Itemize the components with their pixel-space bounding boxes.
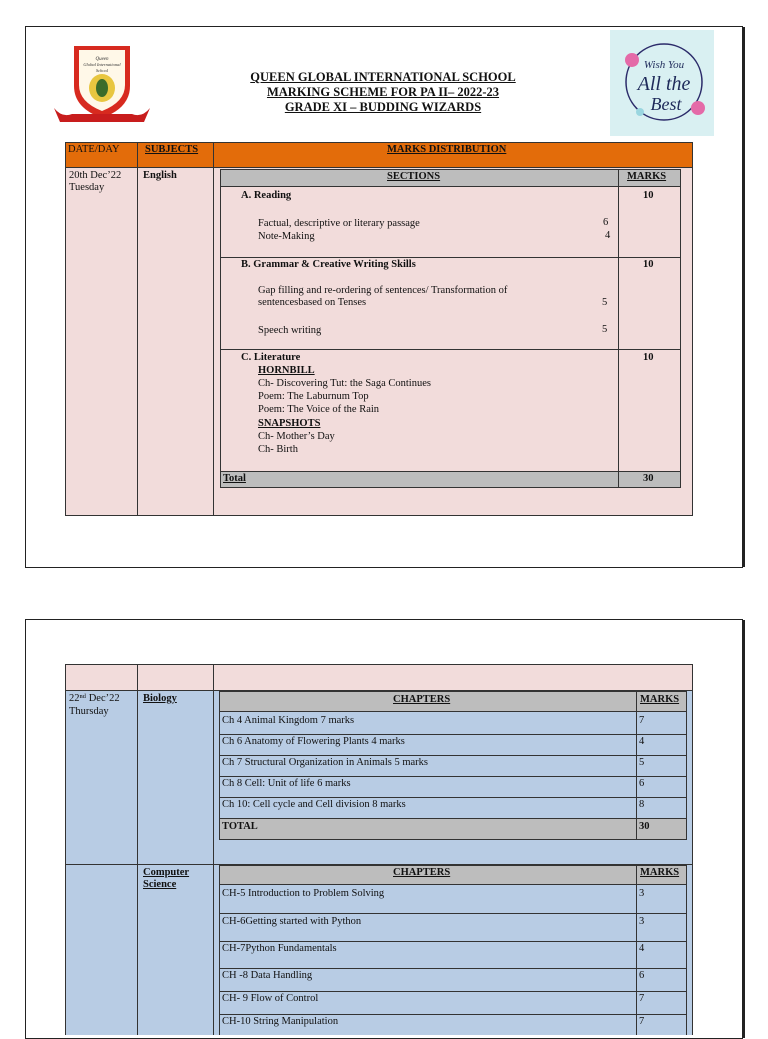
biology-total-value: 30 — [639, 821, 650, 832]
logo-text-3: School — [95, 68, 109, 73]
english-subject: English — [143, 170, 177, 181]
snapshots-item-1: Ch- Mother’s Day — [258, 431, 335, 442]
cs-row-5-chapter: CH- 9 Flow of Control — [222, 993, 319, 1004]
biology-chapters-header: CHAPTERS — [393, 694, 451, 705]
biology-row-2-chapter: Ch 6 Anatomy of Flowering Plants 4 marks — [222, 736, 405, 747]
section-b-marks: 10 — [643, 259, 654, 270]
cs-row-1-marks: 3 — [639, 888, 645, 899]
school-name: QUEEN GLOBAL INTERNATIONAL SCHOOL — [250, 70, 516, 84]
wish-text-2: All the — [637, 73, 691, 95]
cs-row-3-marks: 4 — [639, 943, 645, 954]
biology-day: Thursday — [69, 706, 109, 717]
section-a-item-2: Note-Making — [258, 231, 315, 242]
header-marks-distribution: MARKS DISTRIBUTION — [387, 144, 507, 155]
section-b-title: B. Grammar & Creative Writing Skills — [241, 259, 416, 270]
cs-row-4-marks: 6 — [639, 970, 645, 981]
biology-date: 22ⁿᵈ Dec’22 — [69, 693, 120, 704]
wish-text-3: Best — [650, 94, 682, 114]
biology-marks-header: MARKS — [640, 694, 680, 705]
table2-empty-row — [65, 664, 693, 691]
biology-total-row — [220, 819, 686, 839]
total-row — [220, 471, 681, 488]
school-logo — [52, 38, 152, 124]
total-value: 30 — [643, 473, 654, 484]
cs-row-6-chapter: CH-10 String Manipulation — [222, 1016, 339, 1027]
sections-header: SECTIONS — [387, 171, 441, 182]
cs-subject-line-1: Computer — [143, 867, 190, 878]
biology-row-3-chapter: Ch 7 Structural Organization in Animals 5 marks — [222, 757, 428, 768]
header-subjects: SUBJECTS — [145, 144, 199, 155]
english-date: 20th Dec’22 — [69, 170, 122, 181]
cs-row-3-chapter: CH-7Python Fundamentals — [222, 943, 337, 954]
hornbill-item-1: Ch- Discovering Tut: the Saga Continues — [258, 378, 431, 389]
cs-row-1-chapter: CH-5 Introduction to Problem Solving — [222, 888, 385, 899]
sections-header-row — [220, 169, 681, 187]
cs-row-2-marks: 3 — [639, 916, 645, 927]
biology-total-label: TOTAL — [222, 821, 258, 832]
wish-text-1: Wish You — [643, 59, 685, 71]
cs-marks-header: MARKS — [640, 867, 680, 878]
section-a-title: A. Reading — [241, 190, 292, 201]
hornbill-item-3: Poem: The Voice of the Rain — [258, 404, 380, 415]
section-c-title: C. Literature — [241, 352, 301, 363]
cs-row-4-chapter: CH -8 Data Handling — [222, 970, 313, 981]
biology-subject: Biology — [143, 693, 177, 704]
cs-header-row — [219, 865, 687, 885]
section-b-item-2: Speech writing — [258, 325, 322, 336]
biology-row-2-marks: 4 — [639, 736, 645, 747]
total-label: Total — [223, 473, 246, 484]
cs-row-6-marks: 7 — [639, 1016, 645, 1027]
wish-you-all-the-best-image — [610, 30, 714, 136]
section-a-item-2-value: 4 — [605, 230, 611, 241]
snapshots-item-2: Ch- Birth — [258, 444, 298, 455]
biology-row-4-marks: 6 — [639, 778, 645, 789]
biology-row-4-chapter: Ch 8 Cell: Unit of life 6 marks — [222, 778, 351, 789]
header-date-day: DATE/DAY — [68, 144, 120, 155]
cs-row-5-marks: 7 — [639, 993, 645, 1004]
section-b-item-1-line-1: Gap filling and re-ordering of sentences/ Transformation of — [258, 285, 508, 296]
english-day: Tuesday — [69, 182, 105, 193]
section-a-item-1: Factual, descriptive or literary passage — [258, 218, 420, 229]
biology-row-1-chapter: Ch 4 Animal Kingdom 7 marks — [222, 715, 355, 726]
logo-text-1: Queen — [95, 57, 109, 62]
cs-subject-line-2: Science — [143, 879, 177, 890]
biology-row-5-marks: 8 — [639, 799, 645, 810]
logo-text-2: Global International — [83, 62, 121, 67]
biology-row-5-chapter: Ch 10: Cell cycle and Cell division 8 marks — [222, 799, 406, 810]
document-title — [180, 70, 586, 115]
section-a-marks: 10 — [643, 190, 654, 201]
section-b-item-2-value: 5 — [602, 324, 608, 335]
cs-chapters-table — [219, 885, 687, 1035]
biology-row-1-marks: 7 — [639, 715, 645, 726]
section-b-item-1-line-2: sentencesbased on Tenses — [258, 297, 367, 308]
grade-title: GRADE XI – BUDDING WIZARDS — [284, 100, 482, 114]
hornbill-label: HORNBILL — [258, 365, 315, 376]
cs-row-2-chapter: CH-6Getting started with Python — [222, 916, 362, 927]
biology-header-row — [219, 691, 687, 712]
marking-scheme-title: MARKING SCHEME FOR PA II– 2022-23 — [266, 85, 500, 99]
hornbill-item-2: Poem: The Laburnum Top — [258, 391, 369, 402]
section-c-marks: 10 — [643, 352, 654, 363]
biology-row-3-marks: 5 — [639, 757, 645, 768]
marks-header: MARKS — [627, 171, 667, 182]
section-a-item-1-value: 6 — [603, 217, 609, 228]
section-b-item-1-value: 5 — [602, 297, 608, 308]
snapshots-label: SNAPSHOTS — [258, 418, 321, 429]
cs-chapters-header: CHAPTERS — [393, 867, 451, 878]
